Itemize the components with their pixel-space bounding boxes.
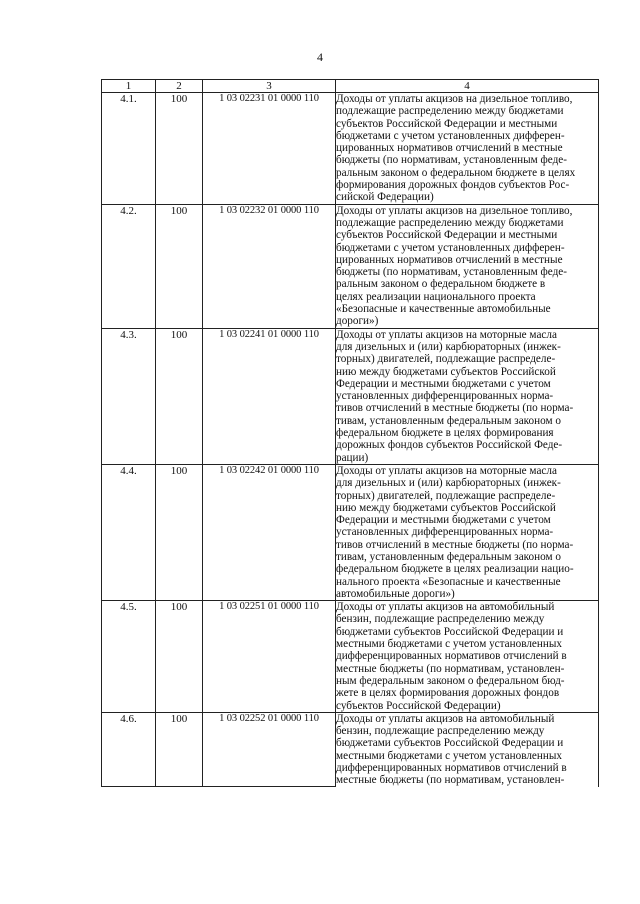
description-line: установленных дифференцированных норма-	[336, 390, 554, 403]
budget-classification-code: 1 03 02231 01 0000 110	[203, 93, 336, 205]
description-line: дорожных фондов субъектов Российской Феде-	[336, 439, 563, 452]
column-header-3: 3	[203, 80, 336, 93]
description-line: местные бюджеты (по нормативам, установлен-	[336, 774, 565, 787]
description-line: Доходы от уплаты акцизов на автомобильный	[336, 712, 555, 725]
revenue-description	[336, 601, 599, 713]
description-line: федеральном бюджете в целях реализации нацио-	[336, 563, 574, 576]
description-line: цированных нормативов отчислений в местные	[336, 142, 563, 155]
administrator-code: 100	[156, 93, 203, 205]
row-number: 4.2.	[102, 204, 156, 328]
description-line: Доходы от уплаты акцизов на дизельное топливо,	[336, 204, 573, 217]
description-line: ральным законом о федеральном бюджете в целях	[336, 166, 576, 179]
row-number: 4.3.	[102, 328, 156, 464]
description-line: нию между бюджетами субъектов Российской	[336, 365, 556, 378]
description-line: дороги»)	[336, 315, 379, 328]
description-line: целях реализации национального проекта	[336, 290, 536, 303]
row-number: 4.4.	[102, 464, 156, 600]
table-row	[102, 93, 599, 205]
description-line: подлежащие распределению между бюджетами	[336, 105, 564, 118]
description-line: бюджетами с учетом установленных дифферен-	[336, 129, 565, 142]
budget-classification-code: 1 03 02241 01 0000 110	[203, 328, 336, 464]
description-line: местными бюджетами с учетом установленных	[336, 749, 562, 762]
table-row	[102, 464, 599, 600]
description-line: тивов отчислений в местные бюджеты (по норма-	[336, 538, 574, 551]
page-number: 4	[317, 50, 323, 64]
description-line: «Безопасные и качественные автомобильные	[336, 303, 551, 316]
description-line: бюджеты (по нормативам, установленным феде-	[336, 266, 567, 279]
table-row	[102, 204, 599, 328]
description-line: бюджетами субъектов Российской Федерации и	[336, 625, 564, 638]
table-row	[102, 328, 599, 464]
revenue-description	[336, 712, 599, 786]
description-line: ральным законом о федеральном бюджете в	[336, 278, 546, 291]
description-line: формирования дорожных фондов субъектов Рос-	[336, 179, 570, 192]
description-line: Федерации и местными бюджетами с учетом	[336, 514, 551, 527]
budget-classification-code: 1 03 02232 01 0000 110	[203, 204, 336, 328]
description-line: дифференцированных нормативов отчислений в	[336, 762, 567, 775]
description-line: торных) двигателей, подлежащие распределе-	[336, 353, 556, 366]
budget-classification-code: 1 03 02251 01 0000 110	[203, 601, 336, 713]
description-line: субъектов Российской Федерации и местными	[336, 229, 558, 242]
revenue-description	[336, 464, 599, 600]
revenue-description	[336, 93, 599, 205]
description-line: Доходы от уплаты акцизов на дизельное топливо,	[336, 93, 573, 105]
column-header-2: 2	[156, 80, 203, 93]
column-header-1: 1	[102, 80, 156, 93]
description-line: подлежащие распределению между бюджетами	[336, 216, 564, 229]
administrator-code: 100	[156, 204, 203, 328]
description-line: Федерации и местными бюджетами с учетом	[336, 377, 551, 390]
description-line: жете в целях формирования дорожных фондов	[336, 687, 560, 700]
description-line: дифференцированных нормативов отчислений в	[336, 650, 567, 663]
description-line: бюджетами субъектов Российской Федерации и	[336, 737, 564, 750]
row-number: 4.5.	[102, 601, 156, 713]
description-line: торных) двигателей, подлежащие распределе-	[336, 489, 556, 502]
description-line: ным федеральным законом о федеральном бюд-	[336, 674, 565, 687]
description-line: цированных нормативов отчислений в местные	[336, 253, 563, 266]
row-number: 4.1.	[102, 93, 156, 205]
budget-classification-code: 1 03 02252 01 0000 110	[203, 712, 336, 786]
description-line: тивам, установленным федеральным законом о	[336, 414, 561, 427]
description-line: Доходы от уплаты акцизов на автомобильный	[336, 601, 555, 614]
administrator-code: 100	[156, 464, 203, 600]
table-row	[102, 601, 599, 713]
description-line: тивам, установленным федеральным законом о	[336, 550, 561, 563]
description-line: бюджеты (по нормативам, установленным феде-	[336, 154, 567, 167]
row-number: 4.6.	[102, 712, 156, 786]
description-line: рации)	[336, 451, 369, 464]
description-line: бензин, подлежащие распределению между	[336, 613, 545, 626]
description-line: нию между бюджетами субъектов Российской	[336, 501, 556, 514]
description-line: субъектов Российской Федерации и местными	[336, 117, 558, 130]
description-line: местными бюджетами с учетом установленных	[336, 638, 562, 651]
description-line: местные бюджеты (по нормативам, установлен-	[336, 662, 565, 675]
revenue-description	[336, 204, 599, 328]
description-line: для дизельных и (или) карбюраторных (инжек-	[336, 340, 561, 353]
description-line: Доходы от уплаты акцизов на моторные масла	[336, 464, 557, 477]
description-line: бензин, подлежащие распределению между	[336, 725, 545, 738]
column-header-4: 4	[336, 80, 599, 93]
table-row	[102, 712, 599, 786]
description-line: Доходы от уплаты акцизов на моторные масла	[336, 328, 557, 341]
revenue-codes-table	[101, 79, 599, 787]
revenue-description	[336, 328, 599, 464]
administrator-code: 100	[156, 601, 203, 713]
description-line: нального проекта «Безопасные и качественные	[336, 575, 561, 588]
administrator-code: 100	[156, 712, 203, 786]
table-body	[102, 93, 599, 787]
description-line: бюджетами с учетом установленных дифферен-	[336, 241, 565, 254]
administrator-code: 100	[156, 328, 203, 464]
budget-classification-code: 1 03 02242 01 0000 110	[203, 464, 336, 600]
description-line: тивов отчислений в местные бюджеты (по норма-	[336, 402, 574, 415]
description-line: автомобильные дороги»)	[336, 587, 455, 600]
description-line: установленных дифференцированных норма-	[336, 526, 554, 539]
description-line: субъектов Российской Федерации)	[336, 699, 501, 712]
table-header-row	[102, 80, 599, 93]
description-line: для дизельных и (или) карбюраторных (инжек-	[336, 477, 561, 490]
description-line: сийской Федерации)	[336, 191, 434, 204]
description-line: федеральном бюджете в целях формирования	[336, 427, 554, 440]
